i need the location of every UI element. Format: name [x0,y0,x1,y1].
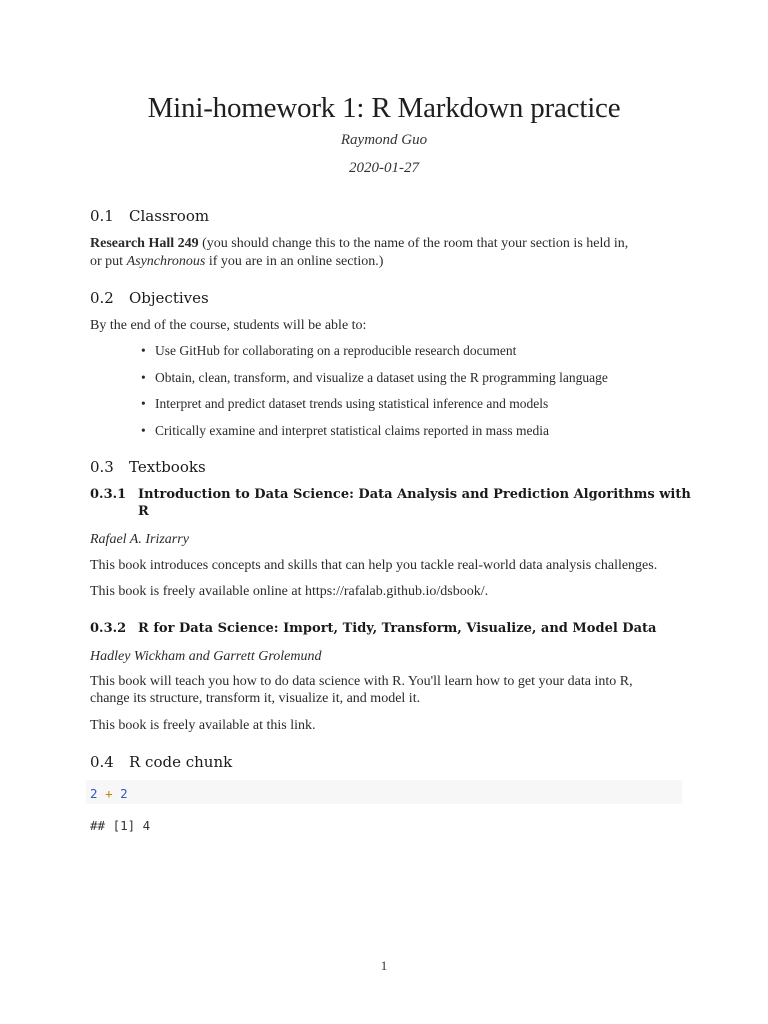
section-heading-code-chunk [90,753,232,771]
book2-availability: This book is freely available at this link. [90,718,316,733]
document-date: 2020-01-27 [349,160,419,176]
classroom-paragraph-line2: or put Asynchronous if you are in an online section.) [90,254,384,269]
bullet-icon: • [141,423,146,438]
section-number: 0.1 [90,207,114,225]
section-title: R code chunk [129,753,233,771]
code-block [86,780,682,804]
subsection-number: 0.3.1 [90,487,127,502]
section-title: Objectives [129,289,209,307]
section-heading-classroom [90,207,209,225]
book1-author: Rafael A. Irizarry [90,532,189,547]
document-title: Mini-homework 1: R Markdown practice [147,92,621,124]
bullet-icon: • [141,343,146,358]
objective-list-item: • Obtain, clean, transform, and visualize a dataset using the R programming language [141,370,608,385]
book2-author: Hadley Wickham and Garrett Grolemund [90,649,322,664]
page-number: 1 [380,958,388,973]
objectives-intro: By the end of the course, students will be able to: [90,318,367,333]
subsection-heading-book1 [90,487,691,502]
section-number: 0.2 [90,289,114,307]
code-number: 2 [120,786,128,801]
subsection-number: 0.3.2 [90,621,127,636]
asynchronous-emphasis: Asynchronous [126,254,206,269]
code-operator: + [105,786,113,801]
objective-list-item: • Interpret and predict dataset trends using statistical inference and models [141,396,549,411]
section-number: 0.4 [90,753,114,771]
book2-description-line2: change its structure, transform it, visualize it, and model it. [90,691,421,706]
subsection-heading-book2 [90,621,656,636]
section-title: Textbooks [129,458,206,476]
classroom-room: Research Hall 249 [90,236,199,251]
classroom-text: (you should change this to the name of the room that your section is held in, [198,236,629,251]
section-title: Classroom [129,207,210,225]
book2-description-line1: This book will teach you how to do data science with R. You'll learn how to get your data into R, [90,674,633,689]
bullet-icon: • [141,370,146,385]
book1-description: This book introduces concepts and skills that can help you tackle real-world data analysis challenges. [90,558,658,573]
section-heading-textbooks [90,458,206,476]
objective-list-item: • Critically examine and interpret statistical claims reported in mass media [141,423,549,438]
subsection-title: Introduction to Data Science: Data Analysis and Prediction Algorithms with [138,487,691,502]
section-number: 0.3 [90,458,114,476]
subsection-title: R for Data Science: Import, Tidy, Transform, Visualize, and Model Data [138,621,657,636]
document-author: Raymond Guo [340,132,428,148]
code-number: 2 [90,786,98,801]
subsection-heading-book1-cont: R [138,504,149,519]
objective-list-item: • Use GitHub for collaborating on a reproducible research document [141,343,517,358]
book1-availability: This book is freely available online at https://rafalab.github.io/dsbook/. [90,584,489,599]
bullet-icon: • [141,396,146,411]
code-output: ## [1] 4 [90,818,151,833]
code-line [90,786,128,801]
section-heading-objectives [90,289,209,307]
classroom-paragraph-line1 [90,235,628,253]
